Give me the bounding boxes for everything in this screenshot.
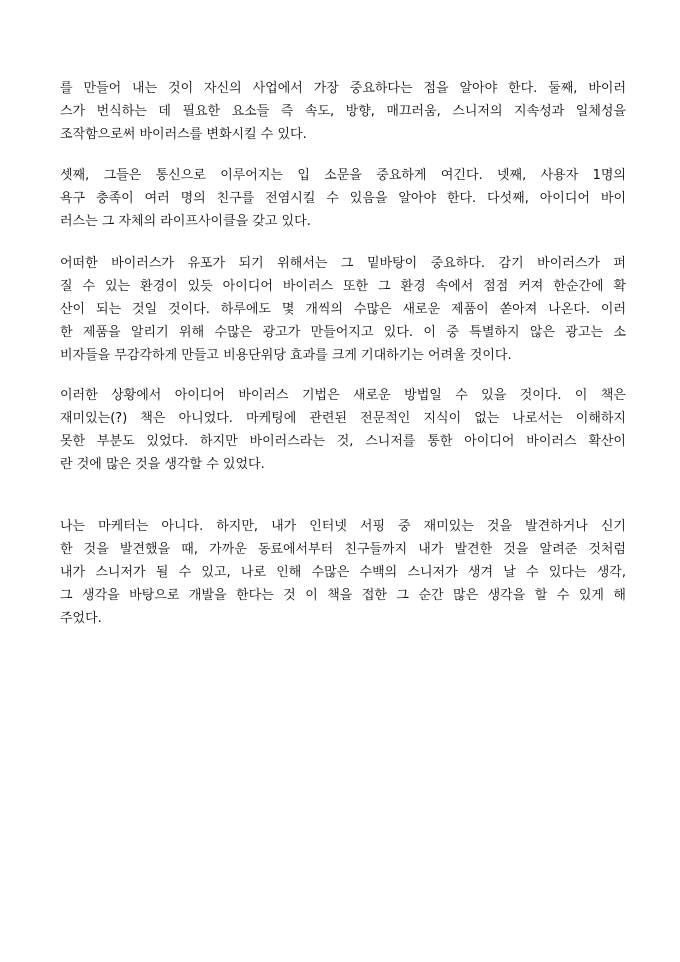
paragraph-line: 못한 부분도 있었다. 하지만 바이러스라는 것, 스니저를 통한 아이디어 바이러스 확산이 bbox=[60, 434, 626, 449]
paragraph-4 bbox=[60, 384, 626, 476]
paragraph-3 bbox=[60, 252, 626, 367]
paragraph-line: 한 제품을 알리기 위해 수많은 광고가 만들어지고 있다. 이 중 특별하지 않은 광고는 소 bbox=[60, 325, 626, 340]
paragraph-line: 이러한 상황에서 아이디어 바이러스 기법은 새로운 방법일 수 있을 것이다. 이 책은 bbox=[60, 388, 626, 403]
paragraph-line: 어떠한 바이러스가 유포가 되기 위해서는 그 밑바탕이 중요하다. 감기 바이러스가 퍼 bbox=[60, 256, 626, 271]
paragraph-line: 그 생각을 바탕으로 개발을 한다는 것 이 책을 접한 그 순간 많은 생각을 할 수 있게 해 bbox=[60, 588, 626, 603]
paragraph-line: 조작함으로써 바이러스를 변화시킬 수 있다. bbox=[60, 127, 307, 142]
paragraph-line: 재미있는(?) 책은 아니었다. 마케팅에 관련된 전문적인 지식이 없는 나로서는 이해하지 bbox=[60, 411, 626, 426]
paragraph-line: 를 만들어 내는 것이 자신의 사업에서 가장 중요하다는 점을 알아야 한다. 둘째, 바이러 bbox=[60, 81, 626, 96]
paragraph-line: 질 수 있는 환경이 있듯 아이디어 바이러스 또한 그 환경 속에서 점점 커져 한순간에 확 bbox=[60, 279, 626, 294]
paragraph-2 bbox=[60, 164, 626, 233]
paragraph-line: 내가 스니저가 될 수 있고, 나로 인해 수많은 수백의 스니저가 생겨 날 수 있다는 생각, bbox=[60, 565, 626, 580]
paragraph-line: 한 것을 발견했을 때, 가까운 동료에서부터 친구들까지 내가 발견한 것을 알려준 것처럼 bbox=[60, 542, 626, 557]
paragraph-line: 산이 되는 것일 것이다. 하루에도 몇 개씩의 수많은 새로운 제품이 쏟아져 나온다. 이러 bbox=[60, 302, 626, 317]
paragraph-line: 스가 번식하는 데 필요한 요소들 즉 속도, 방향, 매끄러움, 스니저의 지속성과 일체성을 bbox=[60, 104, 626, 119]
paragraph-line: 욕구 충족이 여러 명의 친구를 전염시킬 수 있음을 알아야 한다. 다섯째, 아이디어 바이 bbox=[60, 191, 626, 206]
paragraph-5 bbox=[60, 515, 626, 630]
paragraph-line: 란 것에 많은 것을 생각할 수 있었다. bbox=[60, 457, 265, 472]
paragraph-line: 러스는 그 자체의 라이프사이클을 갖고 있다. bbox=[60, 214, 311, 229]
paragraph-line: 주었다. bbox=[60, 611, 102, 626]
paragraph-line: 셋째, 그들은 통신으로 이루어지는 입 소문을 중요하게 여긴다. 넷째, 사용자 1명의 bbox=[60, 168, 626, 183]
paragraph-line: 비자들을 무감각하게 만들고 비용단위당 효과를 크게 기대하기는 어려울 것이다. bbox=[60, 348, 512, 363]
paragraph-line: 나는 마케터는 아니다. 하지만, 내가 인터넷 서핑 중 재미있는 것을 발견하거나 신기 bbox=[60, 519, 626, 534]
paragraph-1 bbox=[60, 77, 626, 146]
